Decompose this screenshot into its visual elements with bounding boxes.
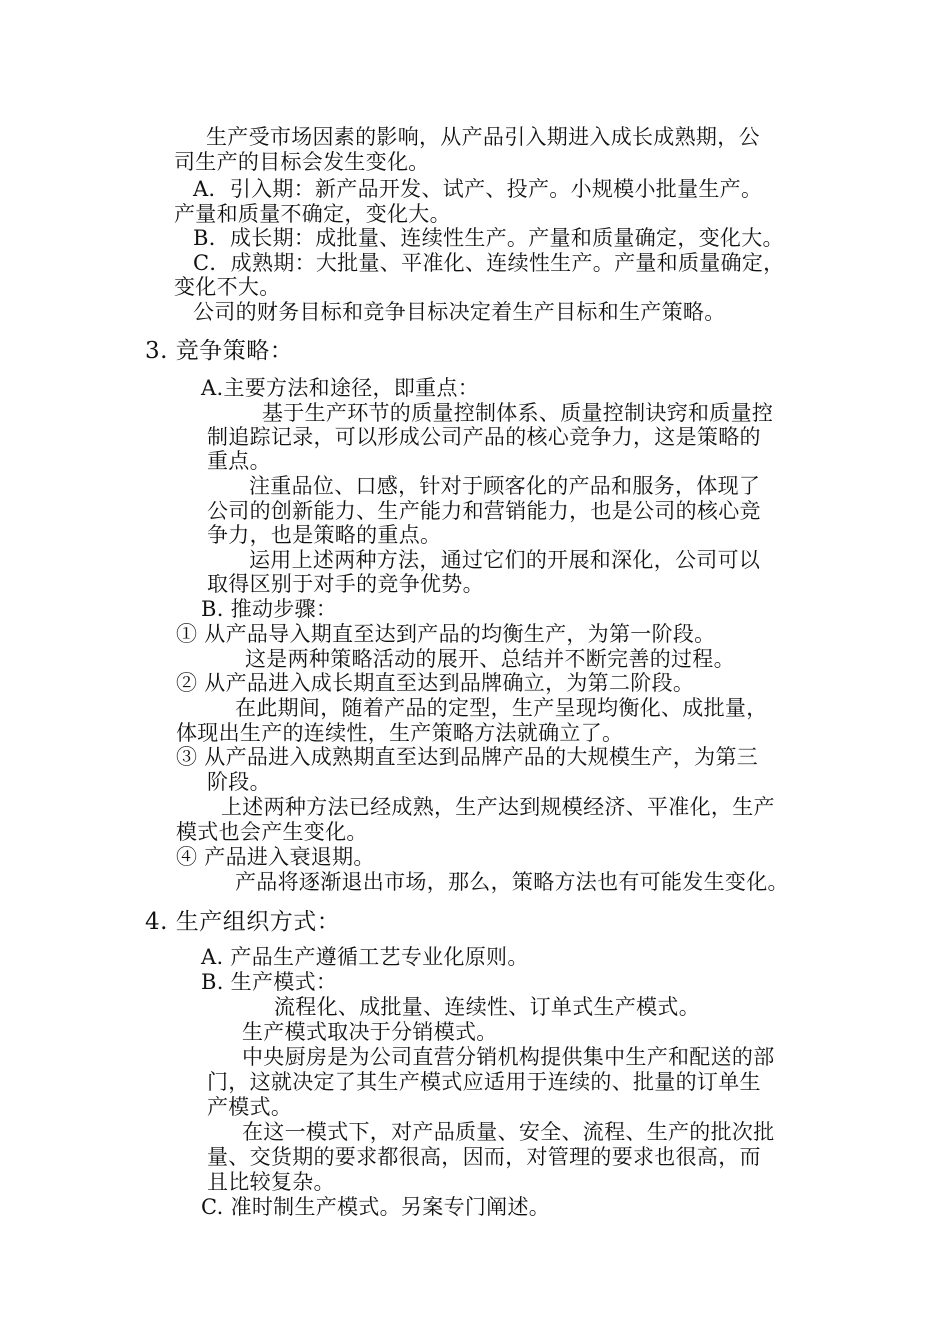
section-3-a-paragraph-line: 运用上述两种方法，通过它们的开展和深化，公司可以 xyxy=(249,548,761,572)
intro-paragraph-line: 生产受市场因素的影响，从产品引入期进入成长成熟期，公 xyxy=(206,125,760,149)
step-2-note-line: 体现出生产的连续性，生产策略方法就确立了。 xyxy=(176,721,624,745)
intro-paragraph-line: 司生产的目标会发生变化。 xyxy=(174,150,430,174)
section-4-b-title: B. 生产模式： xyxy=(201,970,338,994)
intro-stage-c-line: C．成熟期：大批量、平准化、连续性生产。产量和质量确定， xyxy=(193,251,785,275)
section-3-a-title: A.主要方法和途径，即重点： xyxy=(201,376,480,400)
section-4-c: C. 准时制生产模式。另案专门阐述。 xyxy=(201,1195,551,1219)
section-3-a-paragraph-line: 争力，也是策略的重点。 xyxy=(207,523,442,547)
step-3-line: ③ 从产品进入成熟期直至达到品牌产品的大规模生产，为第三 xyxy=(176,745,759,769)
intro-stage-a-line: 产量和质量不确定，变化大。 xyxy=(174,202,451,226)
section-4-b-paragraph-line: 产模式。 xyxy=(207,1095,293,1119)
section-3-a-paragraph-line: 注重品位、口感，针对于顾客化的产品和服务，体现了 xyxy=(249,474,761,498)
step-1-note: 这是两种策略活动的展开、总结并不断完善的过程。 xyxy=(245,647,735,671)
section-3-a-paragraph-line: 重点。 xyxy=(207,449,271,473)
step-4-note: 产品将逐渐退出市场，那么，策略方法也有可能发生变化。 xyxy=(235,870,789,894)
step-3-line: 阶段。 xyxy=(207,770,271,794)
intro-stage-c-line: 变化不大。 xyxy=(174,275,281,299)
step-3-note-line: 模式也会产生变化。 xyxy=(176,820,368,844)
step-2-note-line: 在此期间，随着产品的定型，生产呈现均衡化、成批量， xyxy=(235,696,768,720)
section-3-a-paragraph-line: 公司的创新能力、生产能力和营销能力，也是公司的核心竞 xyxy=(207,499,761,523)
intro-stage-b-line: B．成长期：成批量、连续性生产。产量和质量确定，变化大。 xyxy=(193,226,784,250)
section-4-b-paragraph-line: 门，这就决定了其生产模式应适用于连续的、批量的订单生 xyxy=(207,1070,761,1094)
section-4-b-paragraph-line: 中央厨房是为公司直营分销机构提供集中生产和配送的部 xyxy=(242,1045,775,1069)
step-2: ② 从产品进入成长期直至达到品牌确立，为第二阶段。 xyxy=(176,671,695,695)
section-3-b-title: B. 推动步骤： xyxy=(201,597,338,621)
section-3-a-paragraph-line: 制追踪记录，可以形成公司产品的核心竞争力，这是策略的 xyxy=(207,425,761,449)
section-3-a-paragraph-line: 取得区别于对手的竞争优势。 xyxy=(207,572,484,596)
section-4-heading: 4. 生产组织方式： xyxy=(145,909,341,935)
section-3-a-paragraph-line: 基于生产环节的质量控制体系、质量控制诀窍和质量控 xyxy=(262,401,774,425)
section-4-a: A. 产品生产遵循工艺专业化原则。 xyxy=(201,945,529,969)
step-1: ① 从产品导入期直至达到产品的均衡生产，为第一阶段。 xyxy=(176,622,716,646)
section-4-b-paragraph-line: 在这一模式下，对产品质量、安全、流程、生产的批次批 xyxy=(242,1120,775,1144)
section-3-heading: 3. 竞争策略： xyxy=(145,338,294,364)
intro-summary: 公司的财务目标和竞争目标决定着生产目标和生产策略。 xyxy=(193,300,726,324)
step-3-note-line: 上述两种方法已经成熟，生产达到规模经济、平准化，生产 xyxy=(221,795,775,819)
section-4-b-line: 生产模式取决于分销模式。 xyxy=(242,1020,498,1044)
intro-stage-a-line: A．引入期：新产品开发、试产、投产。小规模小批量生产。 xyxy=(193,177,763,201)
section-4-b-line: 流程化、成批量、连续性、订单式生产模式。 xyxy=(274,995,700,1019)
section-4-b-paragraph-line: 量、交货期的要求都很高，因而，对管理的要求也很高，而 xyxy=(207,1145,761,1169)
step-4: ④ 产品进入衰退期。 xyxy=(176,845,375,869)
section-4-b-paragraph-line: 且比较复杂。 xyxy=(207,1170,335,1194)
